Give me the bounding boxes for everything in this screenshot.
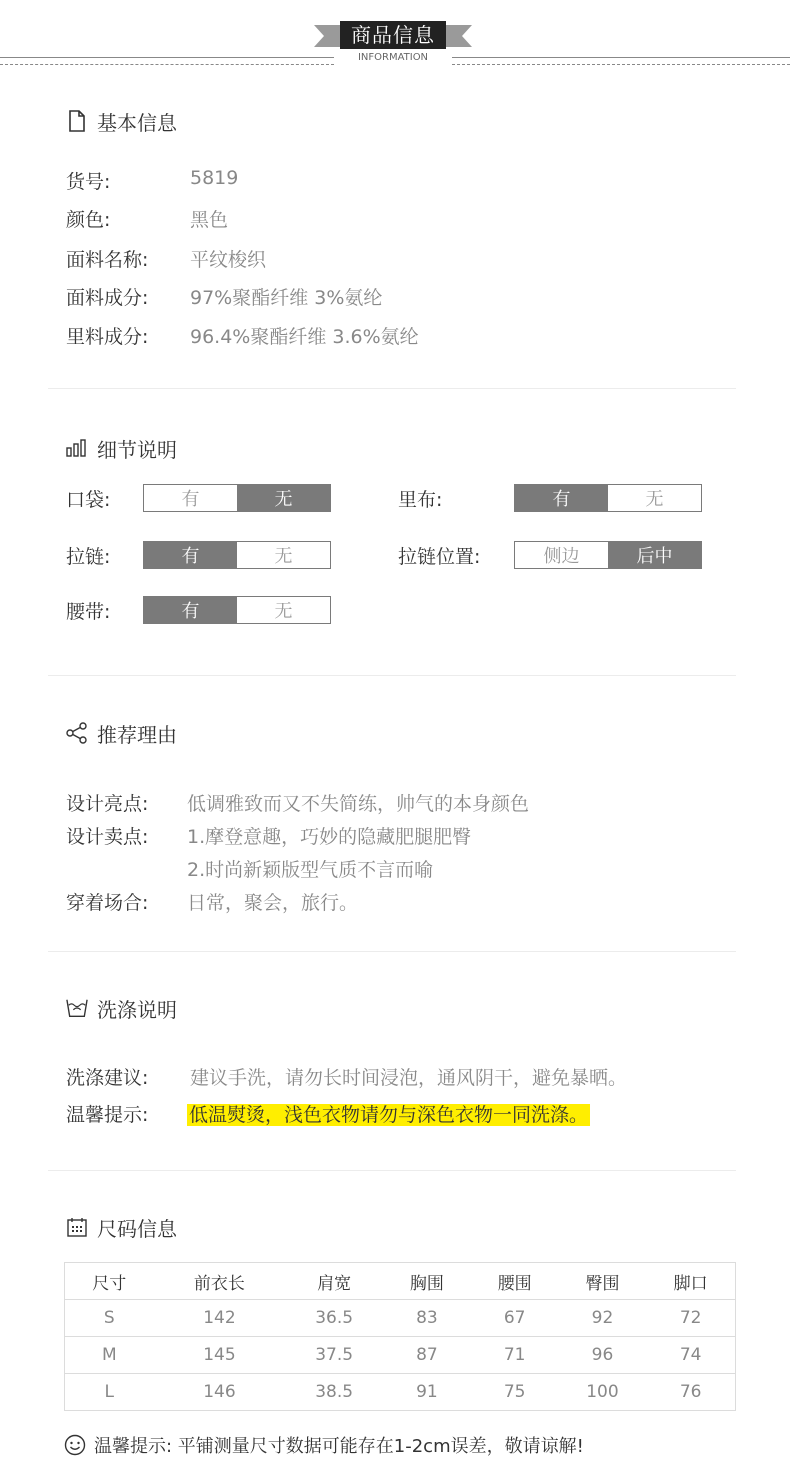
document-icon xyxy=(66,110,88,132)
toggle-label-zipper: 拉链: xyxy=(66,546,111,568)
basic-value: 5819 xyxy=(190,167,239,189)
banner-dash-left xyxy=(0,64,334,65)
toggle-option[interactable]: 无 xyxy=(237,597,330,623)
belt-toggle[interactable] xyxy=(143,596,331,624)
basic-label: 面料名称: xyxy=(66,249,149,271)
table-cell: 74 xyxy=(646,1337,735,1374)
size-note-text: 温馨提示: 平铺测量尺寸数据可能存在1-2cm误差，敬请谅解! xyxy=(94,1436,584,1457)
design-highlight-value: 低调雅致而又不失简练，帅气的本身颜色 xyxy=(187,793,530,815)
banner-rule-left xyxy=(0,57,334,58)
table-cell: 83 xyxy=(383,1300,471,1337)
table-cell: M xyxy=(65,1337,154,1374)
basic-label: 面料成分: xyxy=(66,287,149,309)
toggle-option[interactable]: 有 xyxy=(144,542,237,568)
table-cell: 100 xyxy=(559,1374,647,1411)
toggle-option[interactable]: 无 xyxy=(237,485,330,511)
table-cell: 91 xyxy=(383,1374,471,1411)
banner-dash-right xyxy=(452,64,790,65)
size-heading xyxy=(66,1214,177,1240)
section-divider xyxy=(48,951,736,952)
calendar-icon xyxy=(66,1216,88,1238)
table-cell: 72 xyxy=(646,1300,735,1337)
wash-basin-icon xyxy=(66,997,88,1019)
table-cell: L xyxy=(65,1374,154,1411)
toggle-label-zipper-position: 拉链位置: xyxy=(398,546,481,568)
basic-value: 97%聚酯纤维 3%氨纶 xyxy=(190,287,383,309)
occasion-value: 日常，聚会，旅行。 xyxy=(187,892,359,914)
banner-ribbon-right xyxy=(446,25,472,47)
basic-label: 货号: xyxy=(66,171,111,193)
section-divider xyxy=(48,388,736,389)
banner-ribbon-left xyxy=(314,25,340,47)
design-selling-value-1: 1.摩登意趣，巧妙的隐藏肥腿肥臀 xyxy=(187,826,472,848)
table-row xyxy=(65,1374,736,1411)
section-title: 基本信息 xyxy=(97,110,177,135)
bar-chart-icon xyxy=(66,437,88,459)
banner-title: 商品信息 xyxy=(340,21,446,49)
toggle-label-lining: 里布: xyxy=(398,489,443,511)
table-cell: 96 xyxy=(559,1337,647,1374)
section-title: 细节说明 xyxy=(97,437,177,462)
zipper-toggle[interactable] xyxy=(143,541,331,569)
section-divider xyxy=(48,675,736,676)
table-row xyxy=(65,1337,736,1374)
column-header: 前衣长 xyxy=(154,1263,286,1300)
toggle-option[interactable]: 后中 xyxy=(608,542,701,568)
lining-toggle[interactable] xyxy=(514,484,702,512)
occasion-label: 穿着场合: xyxy=(66,892,149,914)
table-cell: 38.5 xyxy=(285,1374,383,1411)
banner-rule-right xyxy=(452,57,790,58)
section-divider xyxy=(48,1170,736,1171)
design-highlight-label: 设计亮点: xyxy=(66,793,149,815)
detail-heading xyxy=(66,435,177,461)
toggle-option[interactable]: 有 xyxy=(144,597,237,623)
basic-value: 96.4%聚酯纤维 3.6%氨纶 xyxy=(190,326,419,348)
wash-tip-label: 温馨提示: xyxy=(66,1104,149,1126)
column-header: 尺寸 xyxy=(65,1263,154,1300)
basic-info-heading xyxy=(66,108,177,134)
size-table xyxy=(64,1262,736,1411)
reasons-heading xyxy=(66,720,177,746)
column-header: 脚口 xyxy=(646,1263,735,1300)
table-cell: 145 xyxy=(154,1337,286,1374)
toggle-option[interactable]: 侧边 xyxy=(515,542,608,568)
highlight-text: 低温熨烫，浅色衣物请勿与深色衣物一同洗涤。 xyxy=(189,1104,589,1126)
design-selling-label: 设计卖点: xyxy=(66,826,149,848)
washing-heading xyxy=(66,995,177,1021)
smile-icon xyxy=(64,1434,86,1456)
basic-label: 里料成分: xyxy=(66,326,149,348)
wash-tip-value xyxy=(187,1100,590,1127)
toggle-option[interactable]: 有 xyxy=(515,485,608,511)
design-selling-value-2: 2.时尚新颖版型气质不言而喻 xyxy=(187,859,434,881)
toggle-label-pocket: 口袋: xyxy=(66,489,111,511)
section-title: 洗涤说明 xyxy=(97,997,177,1022)
basic-value: 平纹梭织 xyxy=(190,249,267,271)
table-cell: 37.5 xyxy=(285,1337,383,1374)
table-cell: 75 xyxy=(471,1374,559,1411)
wash-advice-value: 建议手洗，请勿长时间浸泡，通风阴干，避免暴晒。 xyxy=(190,1067,628,1089)
table-cell: 67 xyxy=(471,1300,559,1337)
table-row xyxy=(65,1300,736,1337)
table-cell: 142 xyxy=(154,1300,286,1337)
column-header: 肩宽 xyxy=(285,1263,383,1300)
pocket-toggle[interactable] xyxy=(143,484,331,512)
toggle-option[interactable]: 无 xyxy=(237,542,330,568)
toggle-option[interactable]: 无 xyxy=(608,485,701,511)
wash-advice-label: 洗涤建议: xyxy=(66,1067,149,1089)
toggle-option[interactable]: 有 xyxy=(144,485,237,511)
table-cell: 92 xyxy=(559,1300,647,1337)
table-cell: 87 xyxy=(383,1337,471,1374)
column-header: 腰围 xyxy=(471,1263,559,1300)
table-cell: 76 xyxy=(646,1374,735,1411)
section-title: 尺码信息 xyxy=(97,1216,177,1241)
section-title: 推荐理由 xyxy=(97,722,177,747)
column-header: 胸围 xyxy=(383,1263,471,1300)
basic-label: 颜色: xyxy=(66,209,111,231)
toggle-label-belt: 腰带: xyxy=(66,601,111,623)
column-header: 臀围 xyxy=(559,1263,647,1300)
table-cell: 36.5 xyxy=(285,1300,383,1337)
table-header-row xyxy=(65,1263,736,1300)
table-cell: 146 xyxy=(154,1374,286,1411)
zipper-position-toggle[interactable] xyxy=(514,541,702,569)
size-note xyxy=(64,1432,584,1458)
basic-value: 黑色 xyxy=(190,209,229,231)
banner-subtitle: INFORMATION xyxy=(357,52,429,63)
table-cell: S xyxy=(65,1300,154,1337)
share-icon xyxy=(66,722,88,744)
table-cell: 71 xyxy=(471,1337,559,1374)
